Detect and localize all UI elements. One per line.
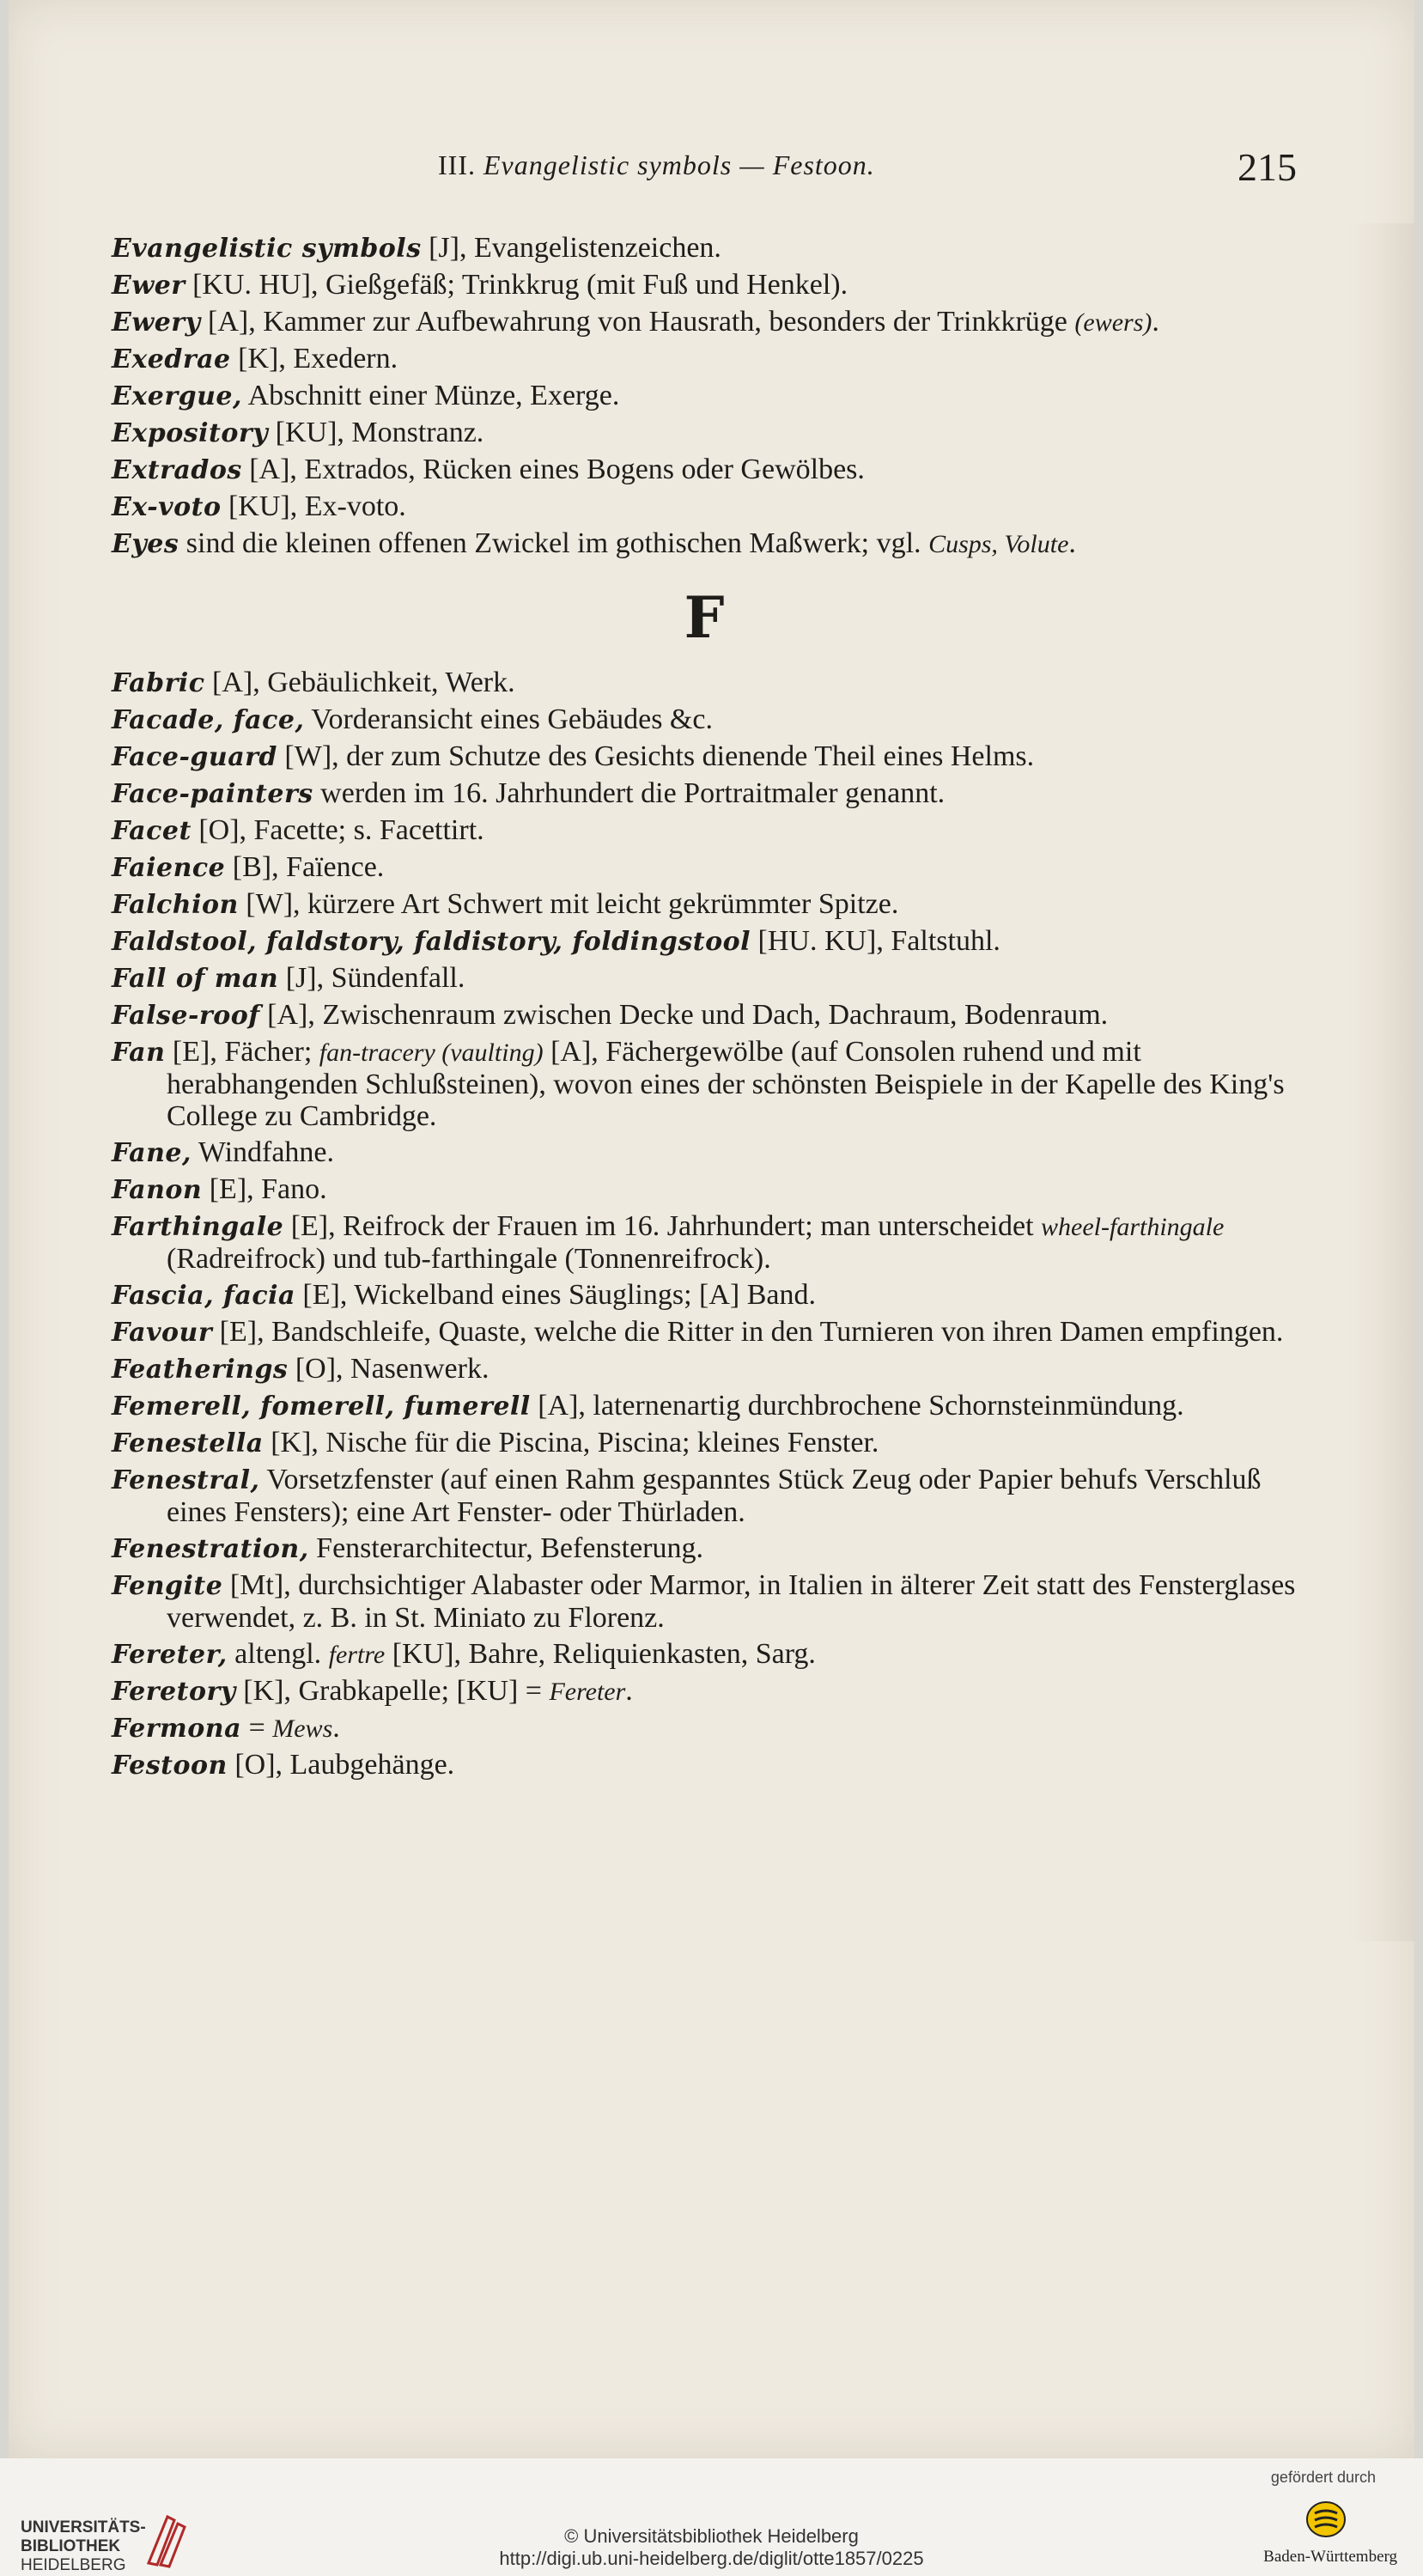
entry-definition: Vorderansicht eines Gebäudes &c. xyxy=(304,703,713,735)
dictionary-entry xyxy=(112,814,1297,847)
running-title: III. Evangelistic symbols — Festoon. xyxy=(438,149,875,180)
entries-e xyxy=(112,232,1297,560)
entry-definition: [E], Wickelband eines Säuglings; [A] Band. xyxy=(295,1279,817,1311)
dictionary-entry xyxy=(112,232,1297,265)
entry-definition: [KU], Monstranz. xyxy=(268,417,484,448)
entry-definition-tail: . xyxy=(332,1712,340,1744)
entry-definition: [O], Laubgehänge. xyxy=(227,1749,455,1781)
entry-english-term: wheel-farthingale xyxy=(1041,1213,1225,1241)
entry-english-term: fan-tracery (vaulting) xyxy=(319,1038,544,1067)
entry-definition: Windfahne. xyxy=(191,1136,335,1168)
entry-definition: [E], Reifrock der Frauen im 16. Jahrhundert; man unterscheidet xyxy=(283,1210,1042,1242)
entry-headword: Exergue, xyxy=(112,381,242,411)
dictionary-entry xyxy=(112,1210,1297,1275)
dictionary-entry xyxy=(112,1749,1297,1781)
dictionary-entry xyxy=(112,1279,1297,1312)
entry-definition: = xyxy=(241,1712,273,1744)
dictionary-entry xyxy=(112,777,1297,810)
entry-definition-tail: . xyxy=(1068,527,1076,559)
entry-definition: [A], Zwischenraum zwischen Decke und Dach, Dachraum, Bodenraum. xyxy=(259,999,1109,1031)
entry-headword: Fall of man xyxy=(112,964,279,994)
entry-definition: [O], Nasenwerk. xyxy=(288,1353,490,1385)
entry-headword: Faience xyxy=(112,853,226,883)
entry-definition: Fensterarchitectur, Befensterung. xyxy=(308,1532,704,1564)
dictionary-entry xyxy=(112,417,1297,449)
dictionary-entry xyxy=(112,527,1297,560)
dictionary-entry xyxy=(112,962,1297,995)
entry-headword: Fascia, facia xyxy=(112,1281,295,1311)
entry-english-term: fertre xyxy=(328,1641,386,1669)
entry-definition: [E], Fano. xyxy=(202,1173,327,1205)
entry-definition: [A], Gebäulichkeit, Werk. xyxy=(204,667,515,698)
entry-headword: False-roof xyxy=(112,1001,260,1031)
entry-definition: [HU. KU], Faltstuhl. xyxy=(751,925,1000,957)
dictionary-entry xyxy=(112,343,1297,375)
entry-definition: [B], Faïence. xyxy=(225,851,385,883)
dictionary-entry xyxy=(112,1532,1297,1565)
entry-headword: Favour xyxy=(112,1318,213,1348)
dictionary-entry xyxy=(112,925,1297,958)
entry-headword: Faldstool, faldstory, faldistory, foldingstool xyxy=(112,927,751,957)
entry-definition: [KU], Ex-voto. xyxy=(221,490,406,522)
entry-headword: Ex-voto xyxy=(112,492,222,522)
entry-headword: Fan xyxy=(112,1038,166,1068)
entry-headword: Ewery xyxy=(112,308,201,338)
permalink-url[interactable]: http://digi.ub.uni-heidelberg.de/diglit/otte1857/0225 xyxy=(499,2548,924,2569)
entry-headword: Farthingale xyxy=(112,1212,284,1242)
entry-headword: Fabric xyxy=(112,668,205,698)
dictionary-entry xyxy=(112,740,1297,773)
entry-headword: Fenestella xyxy=(112,1428,264,1459)
state-label: Baden-Württemberg xyxy=(1263,2548,1397,2566)
dictionary-entry xyxy=(112,1136,1297,1169)
entry-definition: [A], Extrados, Rücken eines Bogens oder Gewölbes. xyxy=(241,454,865,485)
book-page xyxy=(9,0,1414,2458)
entry-headword: Evangelistic symbols xyxy=(112,234,422,264)
dictionary-entry xyxy=(112,999,1297,1032)
entry-definition-tail: . xyxy=(1152,306,1159,338)
entry-definition: [E], Fächer; xyxy=(165,1036,319,1068)
entry-headword: Ewer xyxy=(112,271,185,301)
entries-f xyxy=(112,667,1297,1781)
dictionary-entry xyxy=(112,454,1297,486)
entry-definition: werden im 16. Jahrhundert die Portraitmaler genannt. xyxy=(313,777,946,809)
entry-english-term: Fereter xyxy=(549,1678,626,1706)
page-shadow xyxy=(1346,223,1414,1941)
entry-headword: Fermona xyxy=(112,1714,242,1744)
entry-headword: Exedrae xyxy=(112,344,231,375)
entry-headword: Featherings xyxy=(112,1355,289,1385)
dictionary-entry xyxy=(112,888,1297,921)
entry-definition: [A], Kammer zur Aufbewahrung von Hausrath, besonders der Trinkkrüge xyxy=(200,306,1075,338)
entry-definition: Vorsetzfenster (auf einen Rahm gespanntes Stück Zeug oder Papier behufs Verschluß eines Fensters); eine Art Fenster- oder Thürladen. xyxy=(167,1464,1262,1528)
state-crest-icon xyxy=(1296,2498,1356,2541)
dictionary-entry xyxy=(112,1712,1297,1745)
entry-headword: Face-painters xyxy=(112,779,313,809)
entry-headword: Festoon xyxy=(112,1751,228,1781)
entry-definition: [J], Evangelistenzeichen. xyxy=(421,232,721,264)
dictionary-entry xyxy=(112,851,1297,884)
page-number: 215 xyxy=(1238,145,1297,189)
entry-headword: Femerell, fomerell, fumerell xyxy=(112,1392,531,1422)
dictionary-entry xyxy=(112,1353,1297,1385)
entry-definition: [W], kürzere Art Schwert mit leicht gekrümmter Spitze. xyxy=(238,888,899,920)
entry-headword: Fenestral, xyxy=(112,1465,260,1495)
entry-definition: [K], Exedern. xyxy=(230,343,398,375)
dictionary-entry xyxy=(112,1464,1297,1528)
entry-definition: [Mt], durchsichtiger Alabaster oder Marmor, in Italien in älterer Zeit statt des Fensterglases verwendet, z. B. in St. Miniato zu Florenz. xyxy=(167,1569,1296,1634)
entry-definition: [K], Grabkapelle; [KU] = xyxy=(235,1675,550,1707)
entry-headword: Falchion xyxy=(112,890,239,920)
entry-definition: [W], der zum Schutze des Gesichts dienende Theil eines Helms. xyxy=(277,740,1035,772)
entry-definition-tail: (Radreifrock) und tub-farthingale (Tonnenreifrock). xyxy=(167,1243,771,1275)
dictionary-entry xyxy=(112,1316,1297,1349)
dictionary-entry xyxy=(112,1390,1297,1422)
entry-english-term: Mews xyxy=(272,1714,333,1743)
running-header xyxy=(438,144,1297,196)
entry-headword: Facade, face, xyxy=(112,705,305,735)
digitization-footer xyxy=(0,2458,1423,2576)
entry-headword: Expository xyxy=(112,418,269,448)
section-letter: F xyxy=(684,584,725,651)
dictionary-entry xyxy=(112,1569,1297,1634)
entry-headword: Fengite xyxy=(112,1571,223,1601)
entry-headword: Fenestration, xyxy=(112,1534,309,1564)
entry-headword: Fanon xyxy=(112,1175,203,1205)
entry-definition-tail: [KU], Bahre, Reliquienkasten, Sarg. xyxy=(385,1638,816,1670)
dictionary-entry xyxy=(112,1427,1297,1459)
entry-definition: [E], Bandschleife, Quaste, welche die Ritter in den Turnieren von ihren Damen empfingen. xyxy=(212,1316,1284,1348)
entry-english-term: (ewers) xyxy=(1074,308,1152,337)
dictionary-entry xyxy=(112,306,1297,338)
dictionary-entry xyxy=(112,1173,1297,1206)
dictionary-entry xyxy=(112,1675,1297,1708)
copyright-notice: © Universitätsbibliothek Heidelberg xyxy=(564,2525,859,2547)
entry-headword: Feretory xyxy=(112,1677,236,1707)
entry-definition-tail: . xyxy=(625,1675,633,1707)
funding-note: gefördert durch xyxy=(1270,2469,1376,2486)
dictionary-entry xyxy=(112,380,1297,412)
entry-headword: Fereter, xyxy=(112,1640,228,1670)
entry-definition: [K], Nische für die Piscina, Piscina; kleines Fenster. xyxy=(263,1427,879,1459)
entry-definition: altengl. xyxy=(227,1638,329,1670)
entry-definition: [O], Facette; s. Facettirt. xyxy=(191,814,484,846)
entry-headword: Fane, xyxy=(112,1138,192,1168)
library-logo: UNIVERSITÄTS- BIBLIOTHEK HEIDELBERG xyxy=(21,2518,146,2574)
entry-definition: [KU. HU], Gießgefäß; Trinkkrug (mit Fuß und Henkel). xyxy=(185,269,848,301)
entry-headword: Facet xyxy=(112,816,192,846)
entry-definition-tail: [A], Fächergewölbe (auf Consolen ruhend und mit herabhangenden Schlußsteinen), wovon eines der schönsten Beispiele in der Kapelle des King's College zu Cambridge. xyxy=(167,1036,1285,1132)
entry-headword: Eyes xyxy=(112,529,179,559)
dictionary-entry xyxy=(112,1638,1297,1671)
dictionary-entry xyxy=(112,703,1297,736)
dictionary-entry xyxy=(112,667,1297,699)
dictionary-entry xyxy=(112,1036,1297,1132)
dictionary-column xyxy=(112,232,1297,1786)
entry-definition: [J], Sündenfall. xyxy=(278,962,465,994)
entry-definition: [A], laternenartig durchbrochene Schornsteinmündung. xyxy=(530,1390,1184,1422)
dictionary-entry xyxy=(112,490,1297,523)
entry-definition: Abschnitt einer Münze, Exerge. xyxy=(241,380,620,411)
entry-headword: Face-guard xyxy=(112,742,277,772)
entry-headword: Extrados xyxy=(112,455,242,485)
entry-definition: sind die kleinen offenen Zwickel im gothischen Maßwerk; vgl. xyxy=(179,527,929,559)
dictionary-entry xyxy=(112,269,1297,301)
entry-english-term: Cusps, Volute xyxy=(928,530,1069,558)
